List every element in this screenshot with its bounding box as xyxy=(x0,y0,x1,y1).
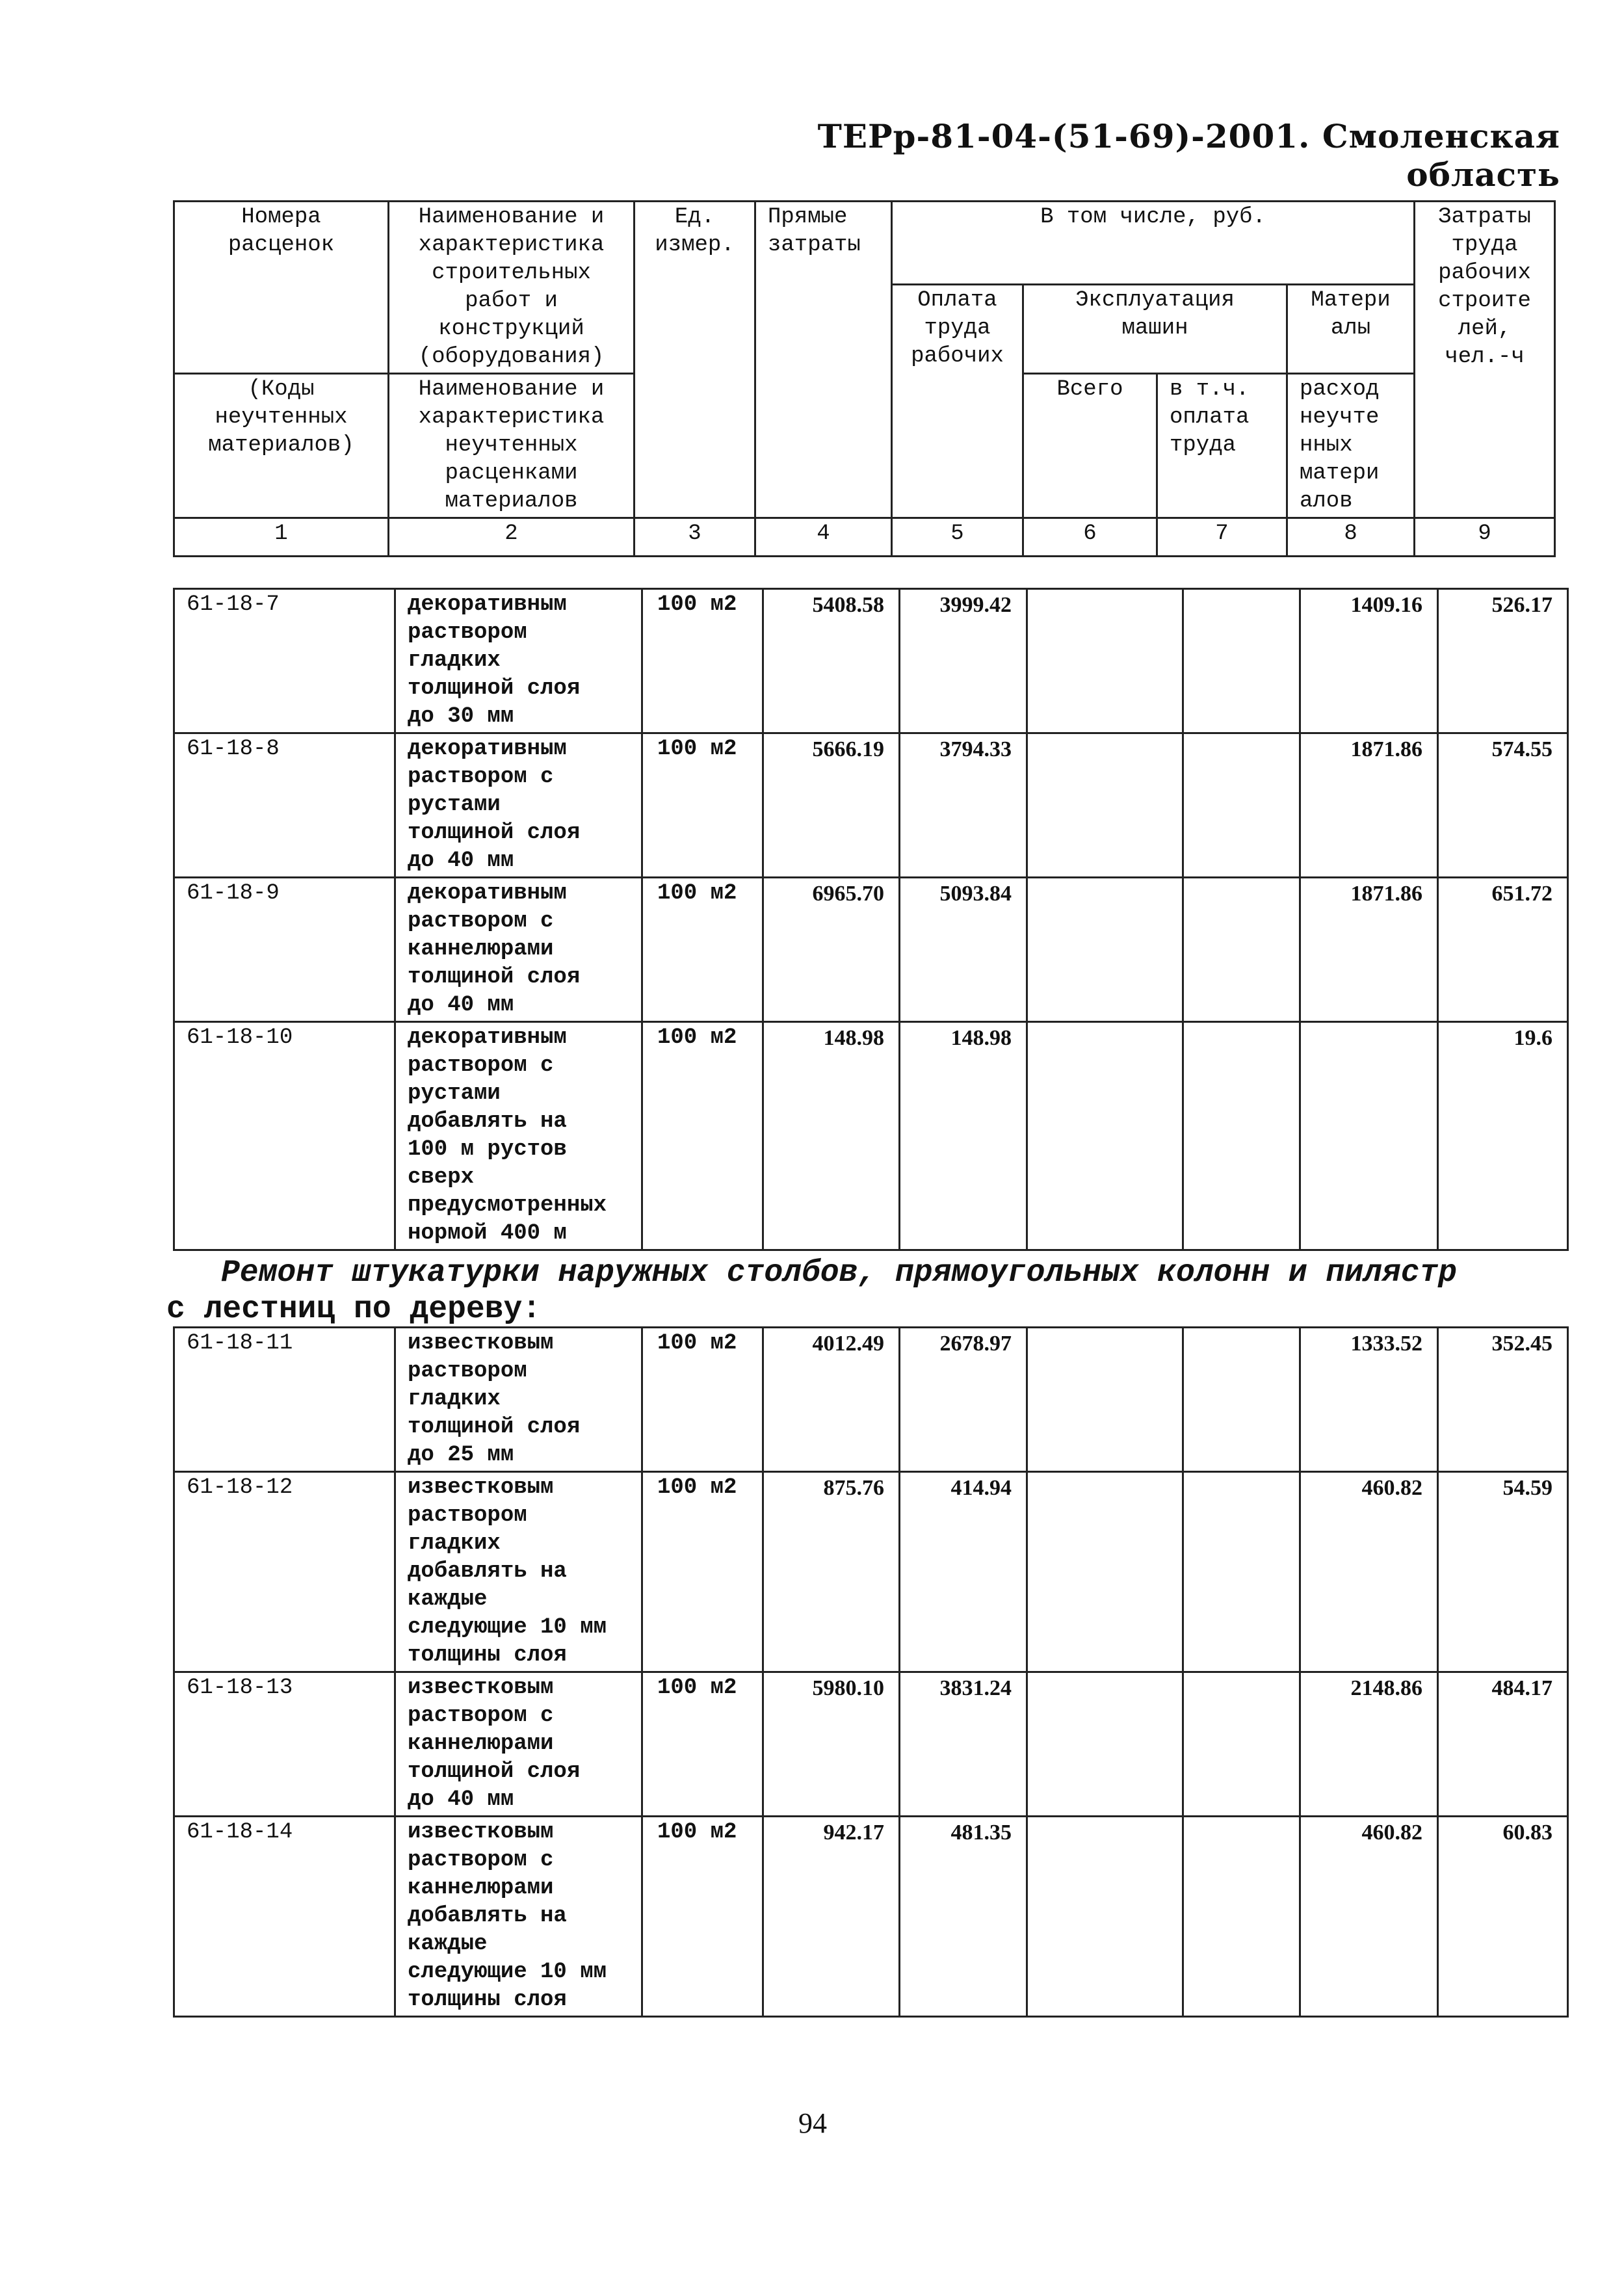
machines-total xyxy=(1027,878,1183,1022)
work-description: известковым раствором с каннелюрами добавлять на каждые следующие 10 мм толщины слоя xyxy=(395,1817,642,2017)
header-machines-labor: в т.ч. оплата труда xyxy=(1157,374,1287,518)
rate-code: 61-18-14 xyxy=(174,1817,395,2017)
direct-costs: 148.98 xyxy=(763,1022,900,1250)
rate-code: 61-18-7 xyxy=(174,589,395,733)
labor-hours: 60.83 xyxy=(1438,1817,1568,2017)
unit-of-measure: 100 м2 xyxy=(642,1672,763,1817)
header-labor-pay: Оплата труда рабочих xyxy=(892,285,1023,518)
direct-costs: 5408.58 xyxy=(763,589,900,733)
table-row xyxy=(174,1817,1568,2017)
direct-costs: 6965.70 xyxy=(763,878,900,1022)
machines-labor-pay xyxy=(1183,1472,1300,1672)
work-description: известковым раствором с каннелюрами толщиной слоя до 40 мм xyxy=(395,1672,642,1817)
materials-cost: 460.82 xyxy=(1300,1472,1438,1672)
labor-hours: 526.17 xyxy=(1438,589,1568,733)
table-row xyxy=(174,878,1568,1022)
labor-pay: 481.35 xyxy=(900,1817,1027,2017)
labor-pay: 2678.97 xyxy=(900,1328,1027,1472)
column-number: 2 xyxy=(389,518,635,557)
work-description: известковым раствором гладких толщиной слоя до 25 мм xyxy=(395,1328,642,1472)
direct-costs: 5980.10 xyxy=(763,1672,900,1817)
unit-of-measure: 100 м2 xyxy=(642,878,763,1022)
labor-hours: 651.72 xyxy=(1438,878,1568,1022)
direct-costs: 942.17 xyxy=(763,1817,900,2017)
unit-of-measure: 100 м2 xyxy=(642,733,763,878)
machines-total xyxy=(1027,1022,1183,1250)
table-row xyxy=(174,733,1568,878)
header-work-name: Наименование и характеристика строительных работ и конструкций (оборудования) xyxy=(389,202,635,374)
header-rate-numbers: Номера расценок xyxy=(174,202,389,374)
header-labor-hours: Затраты труда рабочих строите лей, чел.-ч xyxy=(1415,202,1555,518)
column-number: 5 xyxy=(892,518,1023,557)
work-description: известковым раствором гладких добавлять на каждые следующие 10 мм толщины слоя xyxy=(395,1472,642,1672)
rates-table-decorative xyxy=(173,588,1569,1251)
column-number: 4 xyxy=(755,518,892,557)
unit-of-measure: 100 м2 xyxy=(642,1472,763,1672)
machines-total xyxy=(1027,1817,1183,2017)
header-materials: Матери алы xyxy=(1287,285,1415,374)
unit-of-measure: 100 м2 xyxy=(642,1817,763,2017)
unit-of-measure: 100 м2 xyxy=(642,1328,763,1472)
machines-labor-pay xyxy=(1183,878,1300,1022)
unit-of-measure: 100 м2 xyxy=(642,1022,763,1250)
rates-table-lime xyxy=(173,1326,1569,2018)
machines-total xyxy=(1027,733,1183,878)
rate-code: 61-18-10 xyxy=(174,1022,395,1250)
column-number: 8 xyxy=(1287,518,1415,557)
materials-cost: 460.82 xyxy=(1300,1817,1438,2017)
rate-code: 61-18-9 xyxy=(174,878,395,1022)
materials-cost: 1409.16 xyxy=(1300,589,1438,733)
labor-hours: 352.45 xyxy=(1438,1328,1568,1472)
column-number: 6 xyxy=(1023,518,1157,557)
header-material-name: Наименование и характеристика неучтенных расценками материалов xyxy=(389,374,635,518)
header-machines: Эксплуатация машин xyxy=(1023,285,1287,374)
document-title: ТЕРр-81-04-(51-69)-2001. Смоленская область xyxy=(817,117,1560,194)
work-description: декоративным раствором с рустами толщиной слоя до 40 мм xyxy=(395,733,642,878)
rate-code: 61-18-12 xyxy=(174,1472,395,1672)
machines-labor-pay xyxy=(1183,1817,1300,2017)
header-table xyxy=(173,200,1556,557)
labor-pay: 5093.84 xyxy=(900,878,1027,1022)
table-row xyxy=(174,589,1568,733)
machines-total xyxy=(1027,589,1183,733)
materials-cost: 1871.86 xyxy=(1300,878,1438,1022)
machines-labor-pay xyxy=(1183,1672,1300,1817)
direct-costs: 875.76 xyxy=(763,1472,900,1672)
machines-labor-pay xyxy=(1183,1328,1300,1472)
header-machines-total: Всего xyxy=(1023,374,1157,518)
rate-code: 61-18-8 xyxy=(174,733,395,878)
column-number: 7 xyxy=(1157,518,1287,557)
machines-labor-pay xyxy=(1183,589,1300,733)
direct-costs: 4012.49 xyxy=(763,1328,900,1472)
machines-total xyxy=(1027,1672,1183,1817)
labor-pay: 3831.24 xyxy=(900,1672,1027,1817)
machines-total xyxy=(1027,1472,1183,1672)
machines-labor-pay xyxy=(1183,733,1300,878)
column-number: 9 xyxy=(1415,518,1555,557)
materials-cost xyxy=(1300,1022,1438,1250)
materials-cost: 2148.86 xyxy=(1300,1672,1438,1817)
labor-pay: 414.94 xyxy=(900,1472,1027,1672)
section-heading xyxy=(166,1255,1564,1328)
table-row xyxy=(174,1672,1568,1817)
labor-hours: 19.6 xyxy=(1438,1022,1568,1250)
section-heading-line-1: Ремонт штукатурки наружных столбов, прямоугольных колонн и пилястр xyxy=(221,1256,1458,1291)
labor-pay: 3794.33 xyxy=(900,733,1027,878)
labor-hours: 54.59 xyxy=(1438,1472,1568,1672)
machines-total xyxy=(1027,1328,1183,1472)
column-number: 1 xyxy=(174,518,389,557)
column-number: 3 xyxy=(635,518,755,557)
section-heading-line-2: с лестниц по дереву: xyxy=(166,1292,542,1327)
header-including-group: В том числе, руб. xyxy=(892,202,1415,285)
header-direct-costs: Прямые затраты xyxy=(755,202,892,518)
rate-code: 61-18-11 xyxy=(174,1328,395,1472)
materials-cost: 1333.52 xyxy=(1300,1328,1438,1472)
header-unit: Ед. измер. xyxy=(635,202,755,518)
unit-of-measure: 100 м2 xyxy=(642,589,763,733)
labor-hours: 484.17 xyxy=(1438,1672,1568,1817)
work-description: декоративным раствором с рустами добавлять на 100 м рустов сверх предусмотренных нормой 400 м xyxy=(395,1022,642,1250)
header-material-consumption: расход неучте нных матери алов xyxy=(1287,374,1415,518)
work-description: декоративным раствором с каннелюрами толщиной слоя до 40 мм xyxy=(395,878,642,1022)
machines-labor-pay xyxy=(1183,1022,1300,1250)
header-material-codes: (Коды неучтенных материалов) xyxy=(174,374,389,518)
rate-code: 61-18-13 xyxy=(174,1672,395,1817)
table-row xyxy=(174,1472,1568,1672)
table-row xyxy=(174,1328,1568,1472)
labor-pay: 3999.42 xyxy=(900,589,1027,733)
work-description: декоративным раствором гладких толщиной слоя до 30 мм xyxy=(395,589,642,733)
table-row xyxy=(174,1022,1568,1250)
labor-pay: 148.98 xyxy=(900,1022,1027,1250)
materials-cost: 1871.86 xyxy=(1300,733,1438,878)
page-number: 94 xyxy=(798,2107,827,2139)
direct-costs: 5666.19 xyxy=(763,733,900,878)
labor-hours: 574.55 xyxy=(1438,733,1568,878)
